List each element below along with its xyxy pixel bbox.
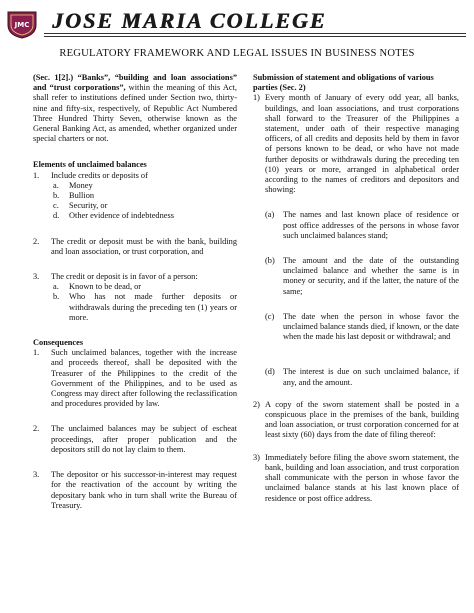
list-item: 1. Such unclaimed balances, together with the increase and proceeds thereof, shall be deposited with the Treasurer of the Philippines to the credit of the Government of the Philippines, and to be used as Congress may direct after following the reclassification and procedures provided by law. <box>33 348 237 409</box>
list-item: 2) A copy of the sworn statement shall be posted in a conspicuous place in the premises of the bank, building and loan association, or trust corporation concerned for at least sixty (60) days from the date of filing thereof: <box>253 399 459 440</box>
consequences-heading: Consequences <box>33 338 84 348</box>
document-subtitle: REGULATORY FRAMEWORK AND LEGAL ISSUES IN BUSINESS NOTES <box>59 48 415 59</box>
college-name: JOSE MARIA COLLEGE <box>52 8 327 33</box>
header-rule <box>44 36 466 37</box>
list-item: 3) Immediately before filing the above sworn statement, the bank, building and loan association, and trust corporation shall communicate with the person in whose favor the unclaimed balance stands at his last known place of residence or post office address. <box>253 452 459 503</box>
list-subitem: (b) The amount and the date of the outstanding unclaimed balance and whether the same is in money or security, and if the latter, the nature of the same; <box>265 256 459 296</box>
list-subitem: b. Who has not made further deposits or withdrawals during the preceding ten (1) years or more. <box>53 292 237 322</box>
list-subitem: (a) The names and last known place of residence or post office addresses of the persons in whose favor such unclaimed balances stand; <box>265 210 459 240</box>
list-item: 3. The credit or deposit is in favor of a person: <box>33 272 198 282</box>
list-item: 1) Every month of January of every odd year, all banks, buildings, and loan associations, and trust corporations shall forward to the Treasurer of the Philippines a statement, under oath of their respective managing officers, of all credits and deposits held by them in favor of persons known to be dead, or who have not made further deposits or withdrawals during the preceding ten (10) years or more, arranged in alphabetical order according to the names of creditors and depositors and showing: <box>253 93 459 195</box>
college-seal-icon <box>5 9 39 39</box>
elements-heading: Elements of unclaimed balances <box>33 160 147 170</box>
submission-heading: Submission of statement and obligations of various parties (Sec. 2) <box>253 73 434 93</box>
intro-definition-terms: (Sec. 1[2].) “Banks”, “building and loan associations” and “trust corporations”, <box>33 73 237 93</box>
list-subitem: (d) The interest is due on such unclaimed balance, if any, and the amount. <box>265 367 459 387</box>
list-subitem: c. Security, or <box>53 201 108 211</box>
seal-letters: JMC <box>14 21 30 29</box>
list-subitem: b. Bullion <box>53 191 95 201</box>
right-column <box>253 73 459 504</box>
list-item: 3. The depositor or his successor-in-interest may request for the reactivation of the account by writing the depositary bank who in turn shall write the Bureau of Treasury. <box>33 470 237 510</box>
header-rule <box>44 33 466 34</box>
intro-paragraph <box>33 73 237 144</box>
list-item: 1. Include credits or deposits of <box>33 170 148 180</box>
list-subitem: (c) The date when the person in whose favor the unclaimed balance stands died, if known, or the date when the made his last deposit or withdrawal; and <box>265 311 459 342</box>
list-item: 2. The credit or deposit must be with the bank, building and loan association, or trust corporation, and <box>33 236 237 256</box>
intro-definition-text: within the meaning of this Act, shall refer to institutions defined under Section two, thirty-nine and fifty-six, respectively, of Republic Act Numbered Three Hundred Thirty Seven, otherwise known as the General Banking Act, as amended, whether organized under special charters or not. <box>33 83 237 144</box>
list-subitem: a. Money <box>53 180 93 190</box>
list-subitem: a. Known to be dead, or <box>53 282 142 292</box>
list-item: 2. The unclaimed balances may be subject of escheat proceedings, after proper publication and the depositors still do not lay claim to them. <box>33 424 237 454</box>
left-column <box>33 73 237 511</box>
list-subitem: d. Other evidence of indebtedness <box>53 211 174 221</box>
